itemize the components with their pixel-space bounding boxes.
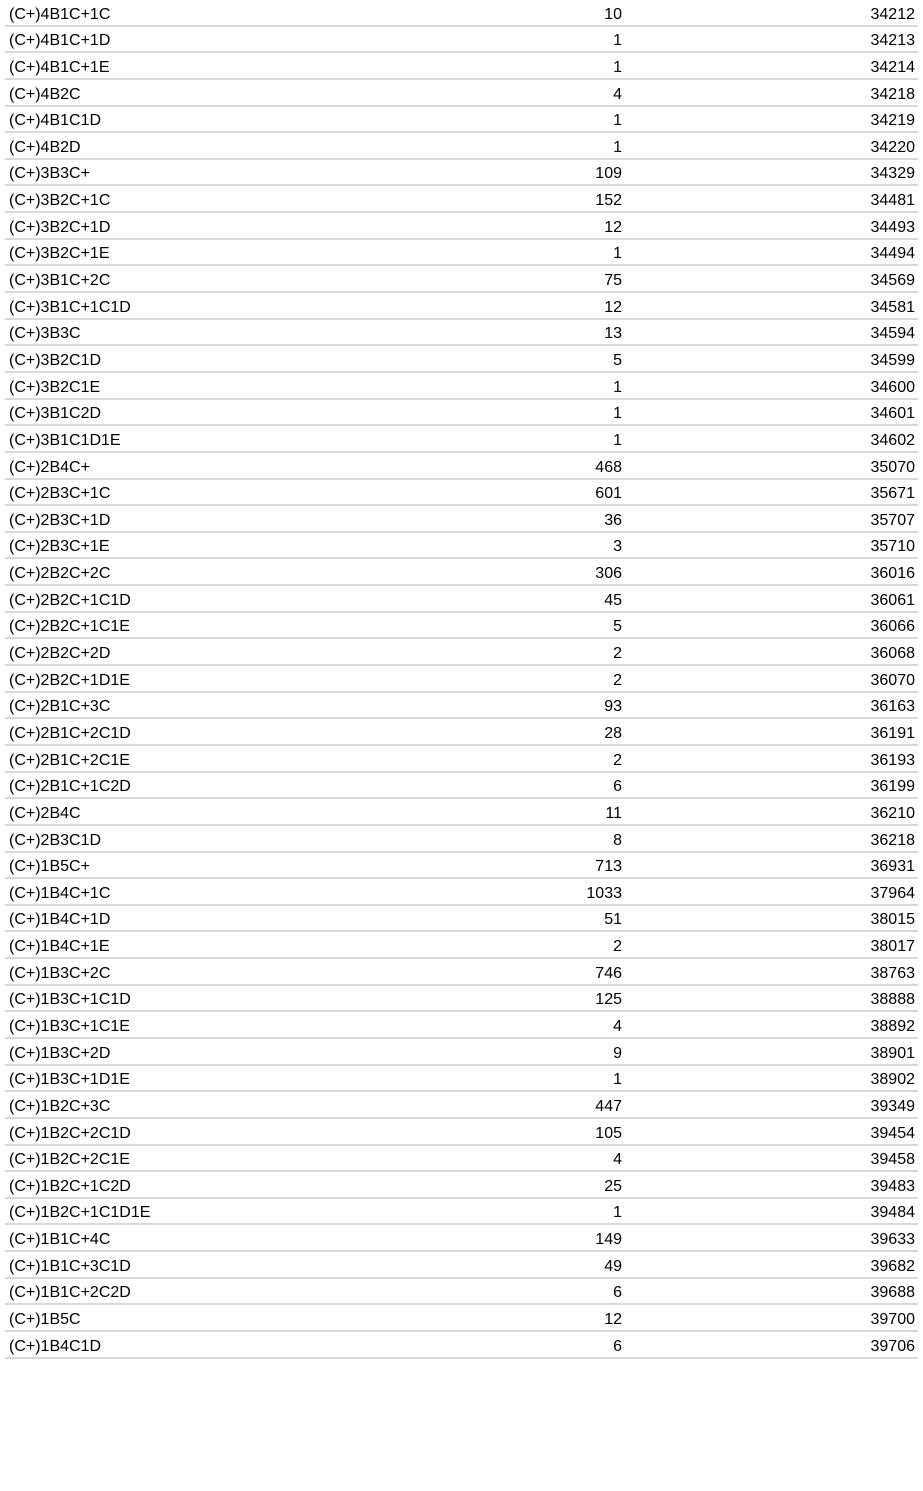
- table-row: [5, 27, 918, 54]
- table-row: [5, 826, 918, 853]
- cell-cumulative: 34481: [870, 192, 915, 210]
- cell-cumulative: 36193: [870, 751, 915, 769]
- cell-name: (C+)2B3C+1E: [9, 538, 110, 556]
- table-row: [5, 453, 918, 480]
- cell-cumulative: 36218: [870, 831, 915, 849]
- table-row: [5, 480, 918, 507]
- cell-cumulative: 39633: [870, 1231, 915, 1249]
- cell-cumulative: 36199: [870, 778, 915, 796]
- cell-count: 601: [595, 485, 622, 503]
- cell-count: 1: [613, 378, 622, 396]
- cell-name: (C+)1B2C+2C1E: [9, 1151, 130, 1169]
- table-row: [5, 266, 918, 293]
- table-row: [5, 1012, 918, 1039]
- table-row: [5, 559, 918, 586]
- table-row: [5, 80, 918, 107]
- cell-count: 1: [613, 32, 622, 50]
- table-row: [5, 1332, 918, 1359]
- table-row: [5, 1225, 918, 1252]
- cell-cumulative: 34214: [870, 58, 915, 76]
- cell-name: (C+)1B2C+1C2D: [9, 1177, 131, 1195]
- cell-name: (C+)1B3C+2C: [9, 964, 111, 982]
- cell-count: 713: [595, 858, 622, 876]
- cell-count: 2: [613, 671, 622, 689]
- cell-name: (C+)1B4C+1D: [9, 911, 111, 929]
- cell-name: (C+)2B1C+2C1E: [9, 751, 130, 769]
- cell-cumulative: 34581: [870, 298, 915, 316]
- cell-count: 8: [613, 831, 622, 849]
- cell-name: (C+)4B2D: [9, 138, 81, 156]
- cell-name: (C+)2B3C+1D: [9, 511, 111, 529]
- cell-count: 1: [613, 1204, 622, 1222]
- cell-count: 6: [613, 1337, 622, 1355]
- cell-name: (C+)3B1C1D1E: [9, 431, 121, 449]
- cell-cumulative: 39458: [870, 1151, 915, 1169]
- cell-name: (C+)1B2C+2C1D: [9, 1124, 131, 1142]
- cell-cumulative: 38015: [870, 911, 915, 929]
- cell-count: 49: [604, 1257, 622, 1275]
- cell-cumulative: 34594: [870, 325, 915, 343]
- cell-cumulative: 34599: [870, 351, 915, 369]
- table-row: [5, 346, 918, 373]
- cell-name: (C+)1B4C1D: [9, 1337, 102, 1355]
- cell-name: (C+)3B2C1E: [9, 378, 101, 396]
- cell-name: (C+)2B3C1D: [9, 831, 102, 849]
- cell-name: (C+)1B1C+4C: [9, 1231, 111, 1249]
- cell-count: 45: [604, 591, 622, 609]
- cell-count: 152: [595, 192, 622, 210]
- cell-cumulative: 38892: [870, 1017, 915, 1035]
- cell-count: 2: [613, 645, 622, 663]
- cell-name: (C+)3B2C+1D: [9, 218, 111, 236]
- cell-count: 5: [613, 351, 622, 369]
- cell-cumulative: 36016: [870, 565, 915, 583]
- cell-name: (C+)1B3C+1C1E: [9, 1017, 130, 1035]
- cell-count: 468: [595, 458, 622, 476]
- cell-count: 2: [613, 751, 622, 769]
- table-row: [5, 586, 918, 613]
- cell-count: 1: [613, 1071, 622, 1089]
- cell-name: (C+)2B1C+3C: [9, 698, 111, 716]
- cell-cumulative: 36061: [870, 591, 915, 609]
- cell-count: 149: [595, 1231, 622, 1249]
- cell-count: 447: [595, 1097, 622, 1115]
- cell-name: (C+)4B1C+1C: [9, 5, 111, 23]
- cell-count: 4: [613, 1151, 622, 1169]
- cell-count: 746: [595, 964, 622, 982]
- table-row: [5, 773, 918, 800]
- cell-name: (C+)1B5C+: [9, 858, 90, 876]
- cell-cumulative: 36163: [870, 698, 915, 716]
- cell-count: 1: [613, 405, 622, 423]
- cell-count: 109: [595, 165, 622, 183]
- cell-cumulative: 36931: [870, 858, 915, 876]
- cell-name: (C+)2B2C+1D1E: [9, 671, 130, 689]
- cell-name: (C+)3B3C+: [9, 165, 90, 183]
- cell-cumulative: 34219: [870, 112, 915, 130]
- cell-name: (C+)1B3C+1C1D: [9, 991, 131, 1009]
- cell-count: 9: [613, 1044, 622, 1062]
- cell-count: 12: [604, 298, 622, 316]
- table-row: [5, 719, 918, 746]
- cell-name: (C+)3B2C1D: [9, 351, 102, 369]
- cell-count: 11: [605, 804, 622, 822]
- cell-count: 12: [604, 218, 622, 236]
- cell-name: (C+)2B3C+1C: [9, 485, 111, 503]
- table-row: [5, 240, 918, 267]
- cell-cumulative: 36070: [870, 671, 915, 689]
- cell-name: (C+)1B1C+3C1D: [9, 1257, 131, 1275]
- table-row: [5, 1146, 918, 1173]
- cell-count: 36: [604, 511, 622, 529]
- table-row: [5, 426, 918, 453]
- cell-name: (C+)2B1C+2C1D: [9, 724, 131, 742]
- cell-cumulative: 34493: [870, 218, 915, 236]
- table-row: [5, 639, 918, 666]
- cell-count: 6: [613, 1284, 622, 1302]
- cell-cumulative: 38888: [870, 991, 915, 1009]
- cell-cumulative: 35707: [870, 511, 915, 529]
- cell-cumulative: 39484: [870, 1204, 915, 1222]
- cell-cumulative: 34600: [870, 378, 915, 396]
- table-row: [5, 1039, 918, 1066]
- cell-count: 1033: [586, 884, 622, 902]
- cell-count: 28: [604, 724, 622, 742]
- cell-count: 3: [613, 538, 622, 556]
- cell-cumulative: 36191: [870, 724, 915, 742]
- cell-cumulative: 39706: [870, 1337, 915, 1355]
- table-row: [5, 533, 918, 560]
- cell-cumulative: 34220: [870, 138, 915, 156]
- table-row: [5, 133, 918, 160]
- cell-cumulative: 39483: [870, 1177, 915, 1195]
- table-row: [5, 320, 918, 347]
- cell-cumulative: 39688: [870, 1284, 915, 1302]
- cell-cumulative: 38017: [870, 938, 915, 956]
- cell-cumulative: 36210: [870, 804, 915, 822]
- cell-name: (C+)3B2C+1E: [9, 245, 110, 263]
- cell-cumulative: 34494: [870, 245, 915, 263]
- cell-name: (C+)3B3C: [9, 325, 81, 343]
- cell-name: (C+)2B4C+: [9, 458, 90, 476]
- table-row: [5, 613, 918, 640]
- cell-count: 4: [613, 85, 622, 103]
- table-row: [5, 53, 918, 80]
- table-row: [5, 1199, 918, 1226]
- cell-cumulative: 34569: [870, 272, 915, 290]
- cell-cumulative: 35671: [870, 485, 915, 503]
- cell-name: (C+)1B5C: [9, 1311, 81, 1329]
- cell-cumulative: 34329: [870, 165, 915, 183]
- cell-name: (C+)3B1C+1C1D: [9, 298, 131, 316]
- cell-cumulative: 39349: [870, 1097, 915, 1115]
- cell-cumulative: 39454: [870, 1124, 915, 1142]
- table-row: [5, 1252, 918, 1279]
- cell-name: (C+)2B2C+2C: [9, 565, 111, 583]
- table-row: [5, 799, 918, 826]
- cell-count: 5: [613, 618, 622, 636]
- table-row: [5, 107, 918, 134]
- cell-name: (C+)2B2C+1C1D: [9, 591, 131, 609]
- table-row: [5, 1066, 918, 1093]
- table-row: [5, 1305, 918, 1332]
- cell-count: 93: [604, 698, 622, 716]
- cell-count: 125: [595, 991, 622, 1009]
- cell-count: 51: [604, 911, 622, 929]
- cell-name: (C+)3B2C+1C: [9, 192, 111, 210]
- cell-count: 10: [604, 5, 622, 23]
- cell-cumulative: 34213: [870, 32, 915, 50]
- cell-name: (C+)4B1C1D: [9, 112, 102, 130]
- cell-name: (C+)4B2C: [9, 85, 81, 103]
- cell-cumulative: 34212: [870, 5, 915, 23]
- table-row: [5, 879, 918, 906]
- cell-count: 6: [613, 778, 622, 796]
- table-row: [5, 746, 918, 773]
- table-row: [5, 373, 918, 400]
- cell-count: 12: [604, 1311, 622, 1329]
- cell-name: (C+)2B4C: [9, 804, 81, 822]
- cell-cumulative: 38902: [870, 1071, 915, 1089]
- cell-cumulative: 38763: [870, 964, 915, 982]
- table-row: [5, 293, 918, 320]
- cell-count: 1: [613, 58, 622, 76]
- table-row: [5, 853, 918, 880]
- table-row: [5, 1092, 918, 1119]
- cell-name: (C+)1B4C+1E: [9, 938, 110, 956]
- table-row: [5, 906, 918, 933]
- cell-count: 306: [595, 565, 622, 583]
- cell-cumulative: 39682: [870, 1257, 915, 1275]
- cell-count: 2: [613, 938, 622, 956]
- cell-cumulative: 39700: [870, 1311, 915, 1329]
- cell-count: 1: [613, 138, 622, 156]
- cell-name: (C+)1B4C+1C: [9, 884, 111, 902]
- cell-count: 13: [604, 325, 622, 343]
- cell-name: (C+)2B2C+2D: [9, 645, 111, 663]
- cell-cumulative: 37964: [870, 884, 915, 902]
- cell-count: 4: [613, 1017, 622, 1035]
- cell-count: 1: [613, 112, 622, 130]
- cell-cumulative: 36068: [870, 645, 915, 663]
- cell-name: (C+)3B1C+2C: [9, 272, 111, 290]
- cell-name: (C+)4B1C+1D: [9, 32, 111, 50]
- cell-name: (C+)3B1C2D: [9, 405, 102, 423]
- cell-name: (C+)2B1C+1C2D: [9, 778, 131, 796]
- table-row: [5, 1279, 918, 1306]
- cell-name: (C+)2B2C+1C1E: [9, 618, 130, 636]
- table-row: [5, 666, 918, 693]
- cell-count: 75: [604, 272, 622, 290]
- cell-name: (C+)1B2C+3C: [9, 1097, 111, 1115]
- table-row: [5, 986, 918, 1013]
- table-row: [5, 693, 918, 720]
- cell-name: (C+)1B3C+2D: [9, 1044, 111, 1062]
- table-row: [5, 213, 918, 240]
- cell-count: 1: [613, 431, 622, 449]
- data-table: [5, 0, 918, 1359]
- cell-cumulative: 34601: [870, 405, 915, 423]
- table-row: [5, 1119, 918, 1146]
- cell-cumulative: 35070: [870, 458, 915, 476]
- cell-cumulative: 34602: [870, 431, 915, 449]
- table-row: [5, 1172, 918, 1199]
- table-row: [5, 160, 918, 187]
- table-row: [5, 506, 918, 533]
- table-row: [5, 400, 918, 427]
- cell-count: 105: [595, 1124, 622, 1142]
- table-row: [5, 186, 918, 213]
- cell-name: (C+)1B1C+2C2D: [9, 1284, 131, 1302]
- cell-cumulative: 35710: [870, 538, 915, 556]
- cell-count: 1: [613, 245, 622, 263]
- cell-name: (C+)4B1C+1E: [9, 58, 110, 76]
- table-row: [5, 959, 918, 986]
- table-row: [5, 0, 918, 27]
- cell-cumulative: 36066: [870, 618, 915, 636]
- cell-cumulative: 38901: [870, 1044, 915, 1062]
- cell-cumulative: 34218: [870, 85, 915, 103]
- table-row: [5, 932, 918, 959]
- cell-name: (C+)1B3C+1D1E: [9, 1071, 130, 1089]
- cell-name: (C+)1B2C+1C1D1E: [9, 1204, 151, 1222]
- cell-count: 25: [604, 1177, 622, 1195]
